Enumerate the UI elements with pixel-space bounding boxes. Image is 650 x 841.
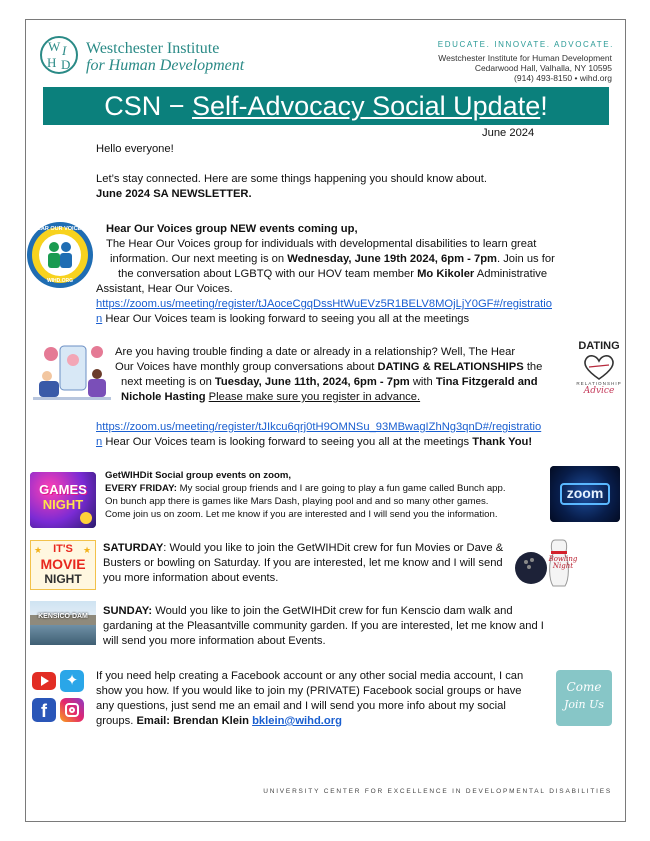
newsletter-label: June 2024 SA NEWSLETTER. — [96, 188, 252, 200]
dating-paragraph-line — [121, 390, 420, 405]
hov-paragraph-line — [118, 267, 547, 282]
bowling-night-label: Bowling Night — [548, 555, 578, 570]
banner-title: Self-Advocacy Social Update — [192, 91, 541, 121]
dating-text: Hear Our Voices team is looking forward to seeing you all at the meetings — [102, 436, 473, 448]
dating-text: Our Voices have monthly group conversations about — [115, 361, 378, 373]
saturday-paragraph-line — [103, 541, 503, 556]
saturday-paragraph-line: you more information about events. — [103, 572, 279, 584]
dating-meeting-date: Tuesday, June 11th, 2024, 6pm - 7pm — [214, 376, 410, 388]
hov-zoom-link-end[interactable]: n — [96, 313, 103, 325]
hov-heading: Hear Our Voices group NEW events coming up, — [106, 223, 358, 235]
getwihdit-heading: GetWIHDit Social group events on zoom, — [105, 470, 292, 481]
dating-zoom-link-text[interactable]: https://zoom.us/meeting/register/tJIkcu6qrj0tH9OMNSu_93MBwagIZhNg3qnD#/registratio — [96, 421, 542, 433]
social-paragraph-line: If you need help creating a Facebook account or any other social media account, I can — [96, 670, 524, 682]
sunday-paragraph-line — [103, 604, 513, 619]
dating-paragraph-line — [96, 435, 532, 450]
tagline: EDUCATE. INNOVATE. ADVOCATE. — [437, 40, 614, 49]
come-join-line2: Join Us — [563, 698, 605, 711]
dating-text: with — [409, 376, 436, 388]
title-banner — [43, 87, 609, 125]
dating-register-note: Please make sure you register in advance. — [208, 391, 421, 403]
twitter-icon: ✦ — [60, 670, 84, 692]
hov-text: the conversation about LGBTQ with our HOV team member — [118, 268, 418, 280]
dating-topic: DATING & RELATIONSHIPS — [377, 361, 524, 373]
movie-night-line3: NIGHT — [44, 572, 82, 586]
address-line: Westchester Institute for Human Development — [438, 53, 612, 63]
dating-hosts: Tina Fitzgerald and — [435, 376, 538, 388]
address-line: Cedarwood Hall, Valhalla, NY 10595 — [474, 63, 612, 73]
dating-text: next meeting is on — [121, 376, 215, 388]
sunday-text: Would you like to join the GetWIHDit crew for fun Kenscio dam walk and — [152, 605, 513, 617]
sunday-paragraph-line: will send you more information about Events. — [103, 635, 326, 647]
hov-text: . Join us for — [496, 253, 555, 265]
social-text: groups. — [96, 715, 137, 727]
saturday-label: SATURDAY — [103, 542, 164, 554]
address-line: (914) 493-8150 • wihd.org — [514, 73, 612, 83]
social-paragraph-line: any questions, just send me an email and I will send you more info about my social — [96, 700, 506, 712]
social-media-icons — [30, 670, 86, 726]
hov-paragraph-line — [96, 312, 469, 327]
friday-paragraph-line — [105, 483, 506, 496]
games-night-icon — [30, 472, 96, 528]
heart-icon — [582, 353, 616, 381]
banner-suffix: ! — [540, 91, 548, 121]
friday-paragraph-line: On bunch app there is games like Mars Dash, playing pool and and so many other games. — [105, 496, 489, 507]
address-block — [438, 53, 612, 83]
dating-relationship-advice-logo — [563, 340, 635, 410]
footer-text: UNIVERSITY CENTER FOR EXCELLENCE IN DEVELOPMENTAL DISABILITIES — [263, 788, 612, 795]
saturday-paragraph-line: Busters or bowling on Saturday. If you are interested, let me know and I will send — [103, 557, 503, 569]
saturday-text: : Would you like to join the GetWIHDit crew for fun Movies or Dave & — [163, 542, 504, 554]
movie-night-line1: IT'S — [53, 543, 73, 555]
dating-zoom-link[interactable] — [96, 420, 541, 435]
hov-text: Hear Our Voices team is looking forward to seeing you all at the meetings — [102, 313, 470, 325]
email-label: Email: Brendan Klein — [136, 715, 253, 727]
dating-host-name: Nichole Hasting — [121, 391, 206, 403]
org-name-line2: for Human Development — [86, 57, 245, 74]
dating-thanks: Thank You! — [472, 436, 533, 448]
facebook-icon: f — [32, 698, 56, 722]
greeting: Hello everyone! — [96, 143, 174, 155]
zoom-logo-icon — [550, 466, 620, 522]
movie-night-line2: MOVIE — [40, 556, 86, 572]
hov-logo-bottom-text: WIHD.ORG — [46, 278, 74, 284]
instagram-icon — [60, 698, 84, 722]
hov-paragraph-line: The Hear Our Voices group for individuals with developmental disabilities to learn great — [106, 238, 537, 250]
come-join-line1: Come — [566, 680, 602, 694]
bowling-night-icon — [515, 536, 585, 588]
social-paragraph-line: show you how. If you would like to join my (PRIVATE) Facebook social groups or have — [96, 685, 522, 697]
zoom-label: zoom — [566, 485, 604, 501]
dating-logo-title: DATING — [578, 340, 620, 352]
banner-prefix: CSN − — [104, 91, 193, 121]
hov-logo-top-text: HEAR OUR VOICES! — [33, 226, 87, 232]
dating-paragraph-line — [121, 375, 538, 390]
hov-paragraph-line — [110, 252, 555, 267]
youtube-icon — [32, 672, 56, 690]
intro-line: Let’s stay connected. Here are some things happening you should know about. — [96, 173, 487, 185]
org-name-line1: Westchester Institute — [86, 40, 220, 57]
email-link[interactable]: bklein@wihd.org — [252, 715, 342, 727]
friday-paragraph-line: Come join us on zoom. Let me know if you are interested and I will send you the information. — [105, 509, 498, 520]
dating-zoom-link-end[interactable]: n — [96, 436, 103, 448]
hov-text: information. Our next meeting is on — [110, 253, 288, 265]
friday-label: EVERY FRIDAY: — [105, 483, 177, 494]
dating-paragraph-line — [115, 360, 542, 375]
dating-logo-subtitle: RELATIONSHIP — [576, 381, 622, 386]
kensico-dam-photo — [30, 601, 96, 645]
games-night-line1: GAMES — [39, 482, 87, 497]
friday-text: My social group friends and I are going to play a fun game called Bunch app. — [176, 483, 506, 494]
games-night-line2: NIGHT — [42, 497, 84, 512]
sunday-paragraph-line: gardaning at the Pleasantville community garden. If you are interested, let me know and I — [103, 620, 544, 632]
hear-our-voices-logo-icon — [27, 222, 93, 288]
hov-meeting-date: Wednesday, June 19th 2024, 6pm - 7pm — [287, 253, 497, 265]
dating-text: the — [523, 361, 543, 373]
dating-logo-script: Advice — [583, 386, 615, 396]
hov-paragraph-line: Assistant, Hear Our Voices. — [96, 283, 233, 295]
wihd-logo-icon: W I H D — [40, 36, 78, 74]
sunday-label: SUNDAY: — [103, 605, 153, 617]
kensico-dam-label: KENSICO DAM — [38, 613, 88, 620]
dating-paragraph-line: Are you having trouble finding a date or already in a relationship? Well, The Hear — [115, 346, 516, 358]
hov-member-name: Mo Kikoler — [417, 268, 475, 280]
hov-zoom-link[interactable] — [96, 297, 552, 312]
dating-couple-icon — [31, 340, 113, 402]
social-paragraph-line — [96, 714, 342, 729]
hov-zoom-link-text[interactable]: https://zoom.us/meeting/register/tJAoceCgqDssHtWuEVz5R1BELV8MOjLjY0GF#/registratio — [96, 298, 552, 310]
movie-night-icon: IT'S MOVIE NIGHT ★ ★ — [30, 540, 96, 590]
newsletter-date: June 2024 — [482, 127, 535, 139]
come-join-us-icon — [556, 670, 612, 726]
hov-text: Administrative — [474, 268, 548, 280]
